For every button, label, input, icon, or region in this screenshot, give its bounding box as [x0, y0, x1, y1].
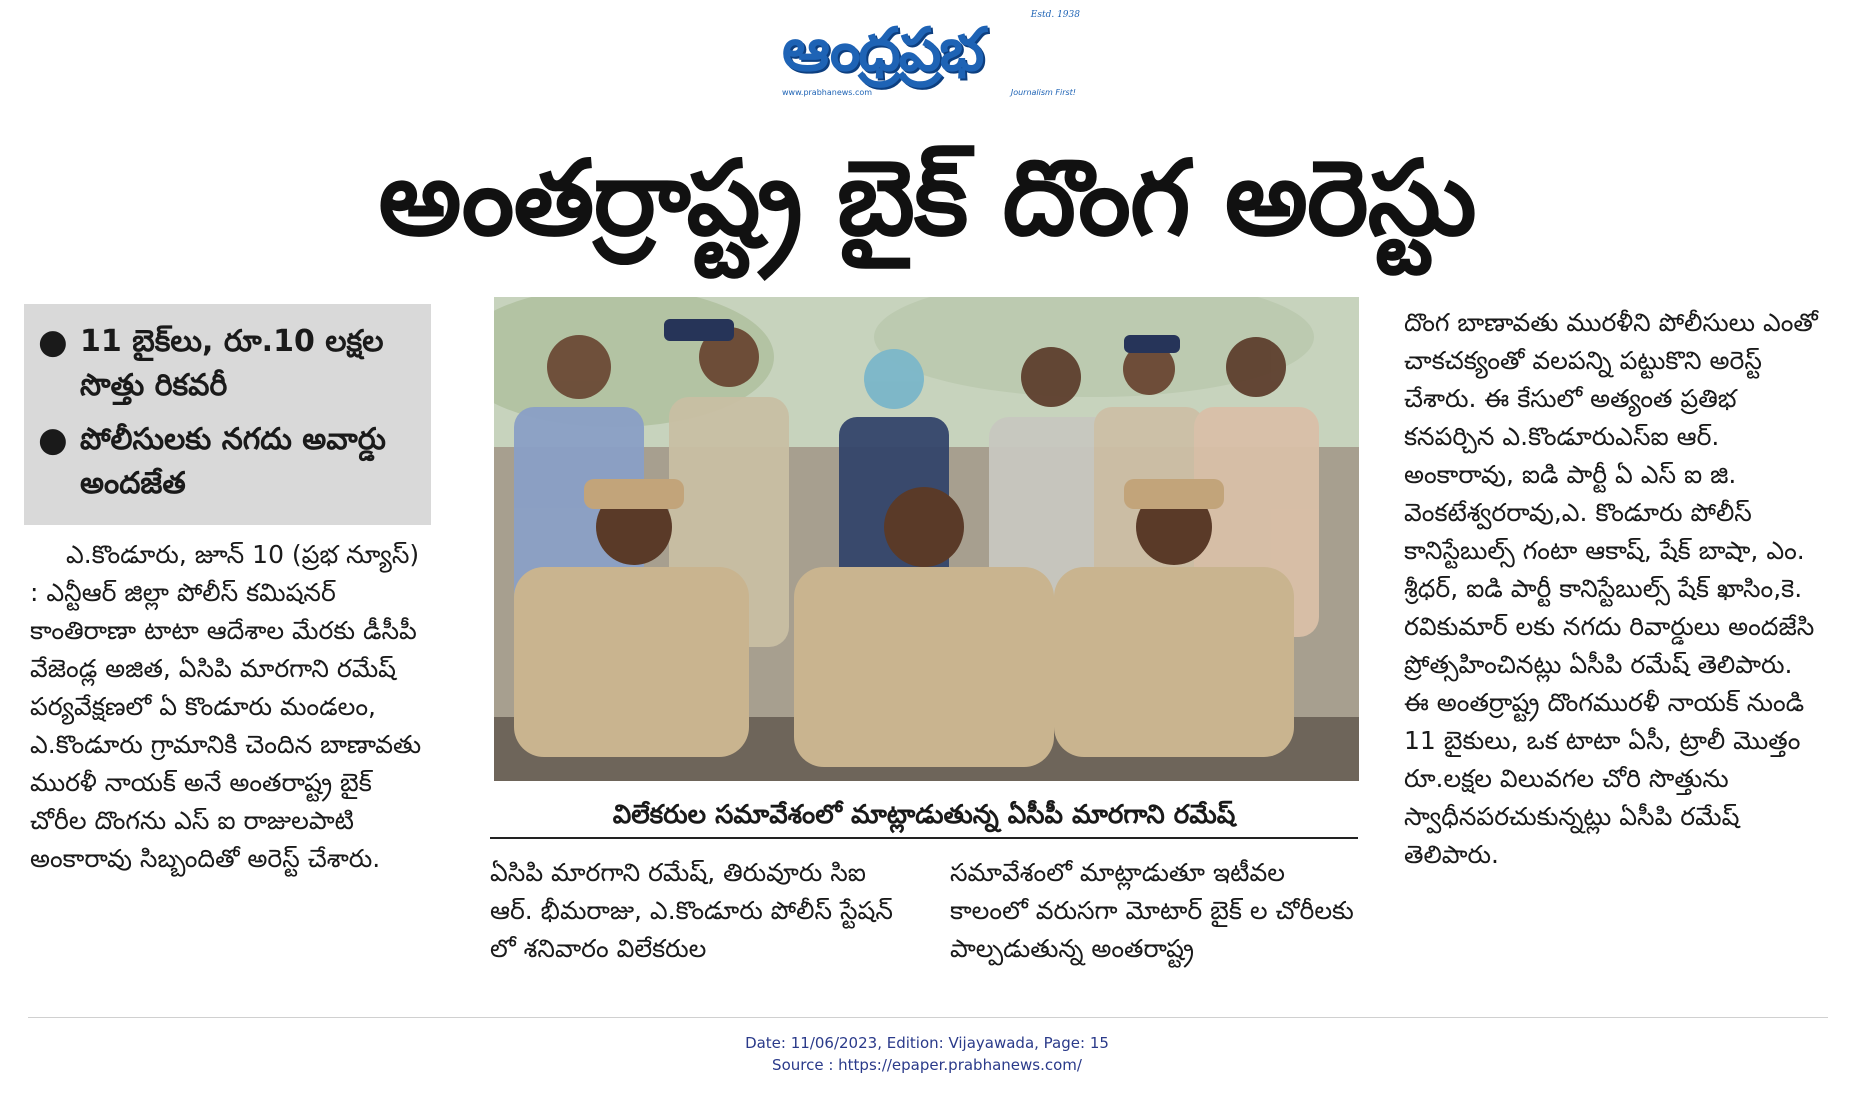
photo-caption: విలేకరుల సమావేశంలో మాట్లాడుతున్న ఏసీపీ మారగాని రమేష్: [490, 793, 1358, 839]
body-column-right: [1404, 304, 1824, 874]
highlight-text: పోలీసులకు నగదు అవార్డు అందజేత: [80, 422, 386, 501]
body-paragraph: దొంగ బాణావతు మురళీని పోలీసులు ఎంతో చాకచక్యంతో వలపన్ని పట్టుకొని అరెస్ట్ చేశారు. ఈ కేసులో అత్యంత ప్రతిభ కనపర్చిన ఎ.కొండూరుఎస్ఐ ఆర్. అంకారావు, ఐడి పార్టీ ఏ ఎస్ ఐ జి. వెంకటేశ్వరరావు,ఎ. కొండూరు పోలీస్ కానిస్టేబుల్స్ గంటా ఆకాష్, షేక్ బాషా, ఎం. శ్రీధర్, ఐడి పార్టీ కానిస్టేబుల్స్ షేక్ ఖాసిం,కె. రవికుమార్ లకు నగదు రివార్డులు అందజేసి ప్రోత్సహించినట్లు ఏసీపి రమేష్ తెలిపారు. ఈ అంతర్రాష్ట్ర దొంగమురళీ నాయక్ నుండి 11 బైకులు, ఒక టాటా ఏసీ, ట్రాలీ మొత్తం రూ.లక్షల విలువగల చోరి సొత్తును స్వాధీనపరచుకున్నట్లు ఏసీపి రమేష్ తెలిపారు.: [1404, 308, 1818, 869]
edition-info: Date: 11/06/2023, Edition: Vijayawada, Page: 15: [745, 1034, 1109, 1052]
body-paragraph: ఏసిపి మారగాని రమేష్, తిరువూరు సిఐ ఆర్. భీమరాజు, ఎ.కొండూరు పోలీస్ స్టేషన్ లో శనివారం విలేకరుల: [490, 858, 893, 963]
highlight-item: [38, 320, 419, 408]
body-column-left: [30, 536, 432, 878]
slogan: Journalism First!: [1010, 88, 1076, 97]
footer: [0, 1032, 1854, 1076]
highlights-box: [24, 304, 431, 525]
highlight-text: 11 బైక్‌లు, రూ.10 లక్షల సొత్తు రికవరీ: [80, 324, 384, 403]
police-group-photo: [494, 297, 1359, 781]
body-paragraph: ఎ.కొండూరు, జూన్ 10 (ప్రభ న్యూస్) : ఎన్టీఆర్ జిల్లా పోలీస్ కమిషనర్ కాంతిరాణా టాటా ఆదేశాల మేరకు డీసీపీ వేజెండ్ల అజిత, ఏసిపి మారగాని రమేష్ పర్యవేక్షణలో ఏ కొండూరు మండలం, ఎ.కొండూరు గ్రామానికి చెందిన బాణావతు మురళీ నాయక్ అనే అంతరాష్ట్ర బైక్ చోరీల దొంగను ఎస్ ఐ రాజులపాటి అంకారావు సిబ్బందితో అరెస్ట్ చేశారు.: [30, 540, 422, 873]
news-photo: [494, 297, 1359, 781]
article-headline: అంతర్రాష్ట్ర బైక్ దొంగ అరెస్టు: [378, 137, 1476, 259]
estd-label: Estd. 1938: [1030, 10, 1080, 20]
bullet-icon: ●: [38, 322, 68, 362]
site-url: www.prabhanews.com: [782, 88, 873, 97]
body-column-mid-2: [950, 854, 1360, 968]
body-column-mid-1: [490, 854, 900, 968]
bullet-icon: ●: [38, 420, 68, 460]
masthead: [760, 8, 1090, 108]
newspaper-logo: ఆంధ్రప్రభ: [782, 15, 983, 85]
footer-divider: [28, 1017, 1828, 1018]
source-link[interactable]: Source : https://epaper.prabhanews.com/: [772, 1056, 1082, 1074]
highlight-item: [38, 418, 419, 506]
body-paragraph: సమావేశంలో మాట్లాడుతూ ఇటీవల కాలంలో వరుసగా మోటార్ బైక్ ల చోరీలకు పాల్పడుతున్న అంతరాష్ట్ర: [950, 858, 1354, 963]
